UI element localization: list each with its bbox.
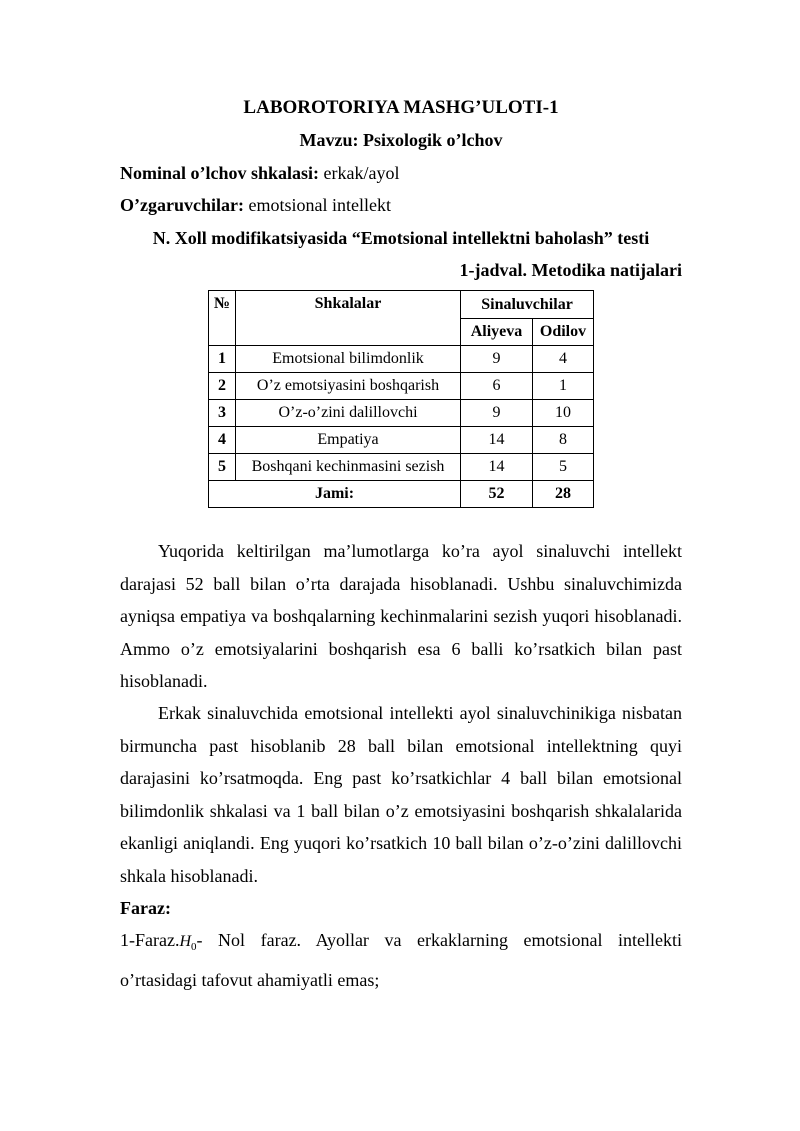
- table-row: [209, 454, 594, 481]
- row-value-odilov: 4: [533, 346, 594, 373]
- row-value-odilov: 1: [533, 373, 594, 400]
- row-scale: O’z-o’zini dalillovchi: [236, 400, 461, 427]
- row-number: 3: [209, 400, 236, 427]
- analysis-paragraph-2: Erkak sinaluvchida emotsional intellekti ayol sinaluvchinikiga nisbatan birmuncha past hisoblanib 28 ball bilan emotsional intellektning quyi darajasini ko’rsatmoqda. Eng past ko’rsatkichlar 4 ball bilan emotsional bilimdonlik shkalasi va 1 ball bilan o’z emotsiyasini boshqarish shkalalarida ekanligi aniqlandi. Eng yuqori ko’rsatkich 10 ball bilan o’z-o’zini dalillovchi shkala hisoblanadi.: [120, 703, 682, 886]
- total-label: Jami:: [209, 481, 461, 508]
- document-title: LABOROTORIYA MASHG’ULOTI-1: [243, 97, 559, 118]
- analysis-section: [120, 535, 682, 996]
- variables-label: O’zgaruvchilar:: [120, 195, 244, 216]
- header-subject-odilov: Odilov: [533, 319, 594, 346]
- test-heading: N. Xoll modifikatsiyasida “Emotsional intellektni baholash” testi: [152, 227, 650, 248]
- table-caption: 1-jadval. Metodika natijalari: [459, 260, 682, 281]
- row-value-aliyeva: 14: [461, 454, 533, 481]
- table-header-row: [209, 291, 594, 319]
- row-value-aliyeva: 6: [461, 373, 533, 400]
- row-value-aliyeva: 9: [461, 346, 533, 373]
- header-subject-aliyeva: Aliyeva: [461, 319, 533, 346]
- row-scale: O’z emotsiyasini boshqarish: [236, 373, 461, 400]
- nominal-scale-line: [120, 157, 682, 189]
- variables-value: emotsional intellekt: [243, 195, 391, 216]
- results-table: [208, 290, 594, 508]
- table-row: [209, 373, 594, 400]
- row-value-odilov: 10: [533, 400, 594, 427]
- analysis-paragraph-1: Yuqorida keltirilgan ma’lumotlarga ko’ra ayol sinaluvchi intellekt darajasi 52 ball bilan o’rta darajada hisoblanadi. Ushbu sinaluvchimizda ayniqsa empatiya va boshqalarning kechinmalarini sezish yuqori hisoblanadi. Ammo o’z emotsiyalarini boshqarish esa 6 balli ko’rsatkich bilan past hisoblanadi.: [120, 541, 682, 692]
- total-value-odilov: 28: [533, 481, 594, 508]
- row-number: 5: [209, 454, 236, 481]
- document-subtitle: Mavzu: Psixologik o’lchov: [299, 130, 503, 151]
- table-row: [209, 346, 594, 373]
- row-value-aliyeva: 14: [461, 427, 533, 454]
- header-scales: Shkalalar: [236, 291, 461, 346]
- hypothesis-1-prefix: 1-Faraz.: [120, 930, 180, 951]
- row-number: 2: [209, 373, 236, 400]
- table-row: [209, 427, 594, 454]
- null-hypothesis-symbol: $H_0$: [179, 933, 197, 954]
- nominal-scale-label: Nominal o’lchov shkalasi:: [120, 162, 320, 183]
- row-number: 4: [209, 427, 236, 454]
- hypothesis-section-label: Faraz:: [120, 897, 171, 918]
- total-value-aliyeva: 52: [461, 481, 533, 508]
- header-group: Sinaluvchilar: [461, 291, 594, 319]
- variables-line: [120, 189, 682, 221]
- row-value-odilov: 5: [533, 454, 594, 481]
- header-no: №: [209, 291, 236, 346]
- row-scale: Boshqani kechinmasini sezish: [236, 454, 461, 481]
- nominal-scale-value: erkak/ayol: [319, 162, 400, 183]
- hypothesis-1: [120, 924, 682, 996]
- hypothesis-1-text: - Nol faraz. Ayollar va erkaklarning emotsional intellekti o’rtasidagi tafovut ahamiyatli emas;: [120, 930, 682, 990]
- row-scale: Emotsional bilimdonlik: [236, 346, 461, 373]
- table-total-row: [209, 481, 594, 508]
- table-row: [209, 400, 594, 427]
- row-number: 1: [209, 346, 236, 373]
- row-value-odilov: 8: [533, 427, 594, 454]
- row-scale: Empatiya: [236, 427, 461, 454]
- row-value-aliyeva: 9: [461, 400, 533, 427]
